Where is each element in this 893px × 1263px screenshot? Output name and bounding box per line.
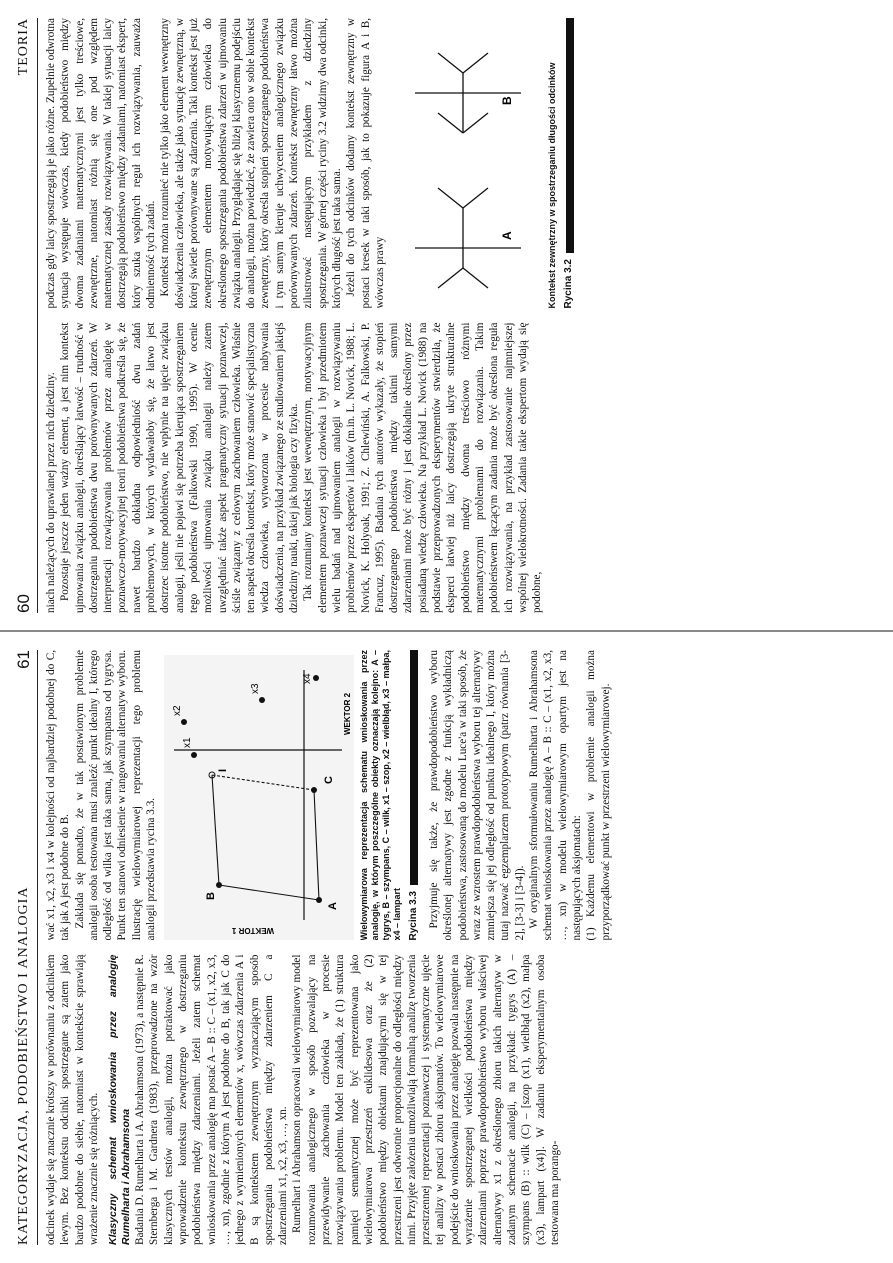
figure-caption: Wielowymiarowa reprezentacja schematu wnioskowania przez analogię, w którym poszczególne obiekty oznaczają kolejno: A – tygrys, B – szympans, C – wilk, x1 – szop, x2 – wielbłąd, x3 – małpa, x4 – lampart (358, 650, 402, 941)
paragraph: Pozostaje jeszcze jeden ważny element, a jest nim kontekst ujmowania związku analogii, określający łatwość – trudność w dostrzeganiu podobieństwa dwu porównywanych zdarzeń. W interpretacji rozwiązywania problemów przez analogię w poznawczo-motywacyjnej teorii podobieństwa podkreśla się, że nawet bardzo dokładna odpowiedniość dwu zadań problemowych, w których wydawałoby się, że łatwo jest dostrzec istotne podobieństwo, nie wpłynie na ujęcie związku analogii, jeśli nie pojawi się potrzeba kierująca spostrzeganiem tego podobieństwa (Falkowski 1990, 1995). W ocenie możliwości ujmowania związku analogii należy zatem uwzględniać także aspekt pragmatyczny sytuacji poznawczej, ściśle związany z celowym zachowaniem człowieka. Właśnie ten aspekt określa kontekst, który może stanowić specjalistyczna wiedza człowieka, wytworzona w procesie nabywania doświadczenia, na przykład związanego ze studiowaniem jakiejś dziedziny nauki, takiej jak biologia czy fizyka. (59, 322, 301, 613)
section-heading: Klasyczny schemat wnioskowania przez analogię Rumelharta i Abrahamsona (107, 954, 133, 1245)
paragraph: Rumelhart i Abrahamson opracowali wielowymiarowy model rozumowania analogicznego w sposób pozwalający na przewidywanie zachowania człowieka w procesie rozwiązywania problemu. Model ten zakłada, że (1) struktura pamięci semantycznej może być reprezentowana jako wielowymiarowa przestrzeń euklidesowa oraz że (2) podobieństwo między obiektami znajdującymi się w tej przestrzeni jest odwrotnie proporcjonalne do odległości między nimi. Przyjęte założenia umożliwiają formalną analizę tworzenia przestrzennej reprezentacji poznawczej i systematyczne ujęcie tej analizy w postaci zbioru aksjomatów. To wielowymiarowe podejście do wnioskowania przez analogię pozwala następnie na wyrażenie spostrzeganej wielkości podobieństwa między zdarzeniami poprzez prawdopodobieństwo wyboru właściwej alternatywy x1 z określonego zbioru takich alternatyw w zadanym schemacie analogii, na przykład: tygrys (A) – szympans (B) :: wilk (C) – [szop (x1), wielbłąd (x2), małpa (x3), lampart (x4)]. W zadaniu eksperymentalnym osoba testowana ma porango- (291, 954, 561, 1245)
figure-label-a: A (500, 231, 515, 241)
figure-number: Rycina 3.2 (563, 259, 575, 309)
point-a (316, 898, 322, 904)
point-x3 (259, 698, 265, 704)
figure-3-3 (164, 650, 421, 941)
paragraph: W oryginalnym sformułowaniu Rumelharta i Abrahamsona schemat wnioskowania przez analogię A – B :: C – (x1, x2, x3, …, xn) w modelu wielowymiarowym opartym jest na następujących aksjomatach: (528, 650, 583, 941)
left-page (0, 0, 893, 631)
axis-label-vector-2: WEKTOR 2 (343, 693, 353, 736)
vector-space-diagram (164, 656, 354, 941)
figure-caption: Kontekst zewnętrzny w spostrzeganiu długości odcinków (547, 62, 558, 309)
right-column-1 (44, 955, 879, 1246)
figure-number: Rycina 3.3 (407, 891, 419, 941)
point-label-x2: x2 (172, 705, 184, 717)
axis-label-vector-1: WEKTOR 1 (232, 926, 275, 936)
figure-number-bar (562, 18, 576, 309)
figure-bar (410, 650, 418, 885)
point-c (311, 788, 317, 794)
left-running-title: TEORIA (16, 18, 31, 76)
point-label-a: A (327, 902, 340, 911)
paragraph: niach należących do uprawianej przez nich dziedziny. (45, 372, 57, 613)
left-column-2 (44, 18, 879, 309)
paragraph: Zakłada się ponadto, że w tak postawionym problemie analogii osoba testowana musi znaleźć punkt idealny I, którego odległość od wilka jest taka sama, jak szympansa od tygrysa. Punkt ten stanowi odniesienie w rangowaniu alternatyw wyboru. Ilustrację wielowymiarowej reprezentacji tego problemu analogii przedstawia rycina 3.3. (73, 650, 158, 941)
paragraph: Kontekst można rozumieć nie tylko jako element wewnętrzny doświadczenia człowieka, ale także jako sytuację zewnętrzną, w której świetle porównywane są zdarzenia. Taki kontekst jest już zewnętrznym elementem motywującym człowieka do określonego spostrzegania podobieństwa zdarzeń w ujmowaniu związku analogii. Przyglądając się bliżej klasycznemu podejściu do analogii, można powiedzieć, że zawiera ono w sobie kontekst zewnętrzny, który określa stopień spostrzeganego podobieństwa i tym samym kieruje uchwyceniem analogicznego związku porównywanych zdarzeń. Kontekst zewnętrzny łatwo można zilustrować następującym przykładem z dziedziny spostrzegania. W górnej części ryciny 3.2 widzimy dwa odcinki, których długość jest taka sama. (159, 18, 343, 309)
point-label-b: B (205, 892, 218, 901)
paragraph: podczas gdy laicy spostrzegają je jako różne. Zupełnie odwrotna sytuacja występuje wówczas, kiedy podobieństwo między dwoma zadaniami matematycznymi jest tylko treściowe, zewnętrzne, natomiast różnią się one pod względem matematycznej zasady rozwiązywania. W takiej sytuacji laicy dostrzegają podobieństwo między zadaniami, natomiast ekspert, który szuka wspólnych reguł ich rozwiązywania, zauważa odmienność tych zadań. (45, 18, 158, 309)
figure-bar (566, 18, 574, 253)
point-label-c: C (323, 776, 336, 785)
paragraph: odcinek wydaje się znacznie krótszy w porównaniu z odcinkiem lewym. Bez kontekstu odcinki spostrzegane są zatem jako bardzo podobne do siebie, natomiast w kontekście sprawiają wrażenie znacznie się różniących. (45, 954, 100, 1245)
right-page-number: 61 (14, 650, 33, 669)
point-x1 (191, 753, 197, 759)
right-page (0, 632, 893, 1263)
figure-number-bar (407, 650, 421, 941)
left-page-region (0, 0, 893, 631)
point-label-x1: x1 (182, 737, 194, 749)
paragraph: wać x1, x2, x3 i x4 w kolejności od najbardziej podobnej do C, tak jak A jest podobne do B. (45, 650, 72, 941)
figure-3-2 (393, 18, 577, 309)
point-b (216, 883, 222, 889)
figure-label-b: B (500, 96, 515, 106)
point-label-x3: x3 (250, 683, 262, 695)
paragraph: Jeżeli do tych odcinków dodamy kontekst zewnętrzny w postaci kresek w taki sposób, jak to pokazuje figura A i B, wówczas prawy (345, 18, 386, 309)
muller-lyer-illustration (393, 24, 543, 309)
paragraph: Badania D. Rumelharta i A. Abrahamsona (1973), a następnie R. Sternberga i M. Gardnera (1983), przeprowadzone na wzór klasycznych testów analogii, można potraktować jako wprowadzenie kontekstu zewnętrznego w dostrzeganiu podobieństwa między zdarzeniami. Jeżeli zatem schemat wnioskowania przez analogię ma postać A – B :: C – (x1, x2, x3, …, xn), zgodnie z którym A jest podobne do B, tak jak C do jednego z wymienionych elementów x, wówczas zdarzenia A i B są kontekstem zewnętrznym wyznaczającym sposób spostrzegania podobieństwa między zdarzeniem C a zdarzeniami x1, x2, x3, …, xn. (134, 954, 290, 1245)
left-column-1 (44, 323, 879, 614)
point-label-x4: x4 (302, 673, 314, 685)
paragraph: Przyjmuje się także, że prawdopodobieństwo wyboru określonej alternatywy jest zgodne z funkcją wykładniczą podobieństwa, zastosowaną do modelu Luce'a w taki sposób, że wraz ze wzrostem prawdopodobieństwa wyboru tej alternatywy zmniejsza się jej odległość od punktu idealnego I, który można tutaj nazwać egzemplarzem prototypowym (patrz równania [3-2], [3-3] i [3-4]). (427, 650, 526, 941)
right-running-head (14, 650, 38, 1245)
paragraph: (1) Każdemu elementowi w problemie analogii można przyporządkować punkt w przestrzeni wielowymiarowej. (585, 650, 612, 941)
right-page-region (0, 632, 893, 1263)
point-x4 (313, 676, 319, 682)
right-column-2 (44, 650, 879, 941)
point-x2 (181, 720, 187, 726)
right-running-title: KATEGORYZACJA, PODOBIEŃSTWO I ANALOGIA (16, 886, 31, 1245)
left-page-number: 60 (14, 594, 33, 613)
left-running-head (14, 18, 38, 613)
point-label-i: I (217, 769, 230, 773)
paragraph: Tak rozumiany kontekst jest wewnętrznym, motywacyjnym elementem poznawczej sytuacji człowieka i był przedmiotem wielu badań nad ujmowaniem analogii w rozwiązywaniu problemów przez ekspertów i laików (m.in. L. Novick, 1988; L. Novick, K. Holyoak, 1991; Z. Chlewiński, A. Falkowski, P. Francuz, 1995). Badania tych autorów wykazały, że stopień dostrzeganego podobieństwa między takimi samymi zdarzeniami może być różny i jest dokładnie określony przez posiadaną wiedzę człowieka. Na przykład L. Novick (1988) na podstawie przeprowadzonych eksperymentów stwierdziła, że eksperci łatwiej niż laicy dostrzegają ukryte strukturalne podobieństwo między dwoma treściowo różnymi matematycznymi problemami do rozwiązania. Takim podobieństwem łączącym zadania może być określona reguła ich rozwiązywania, na przykład zastosowanie najmniejszej wspólnej wielokrotności. Zadania takie ekspertom wydają się podobne, (302, 322, 544, 613)
